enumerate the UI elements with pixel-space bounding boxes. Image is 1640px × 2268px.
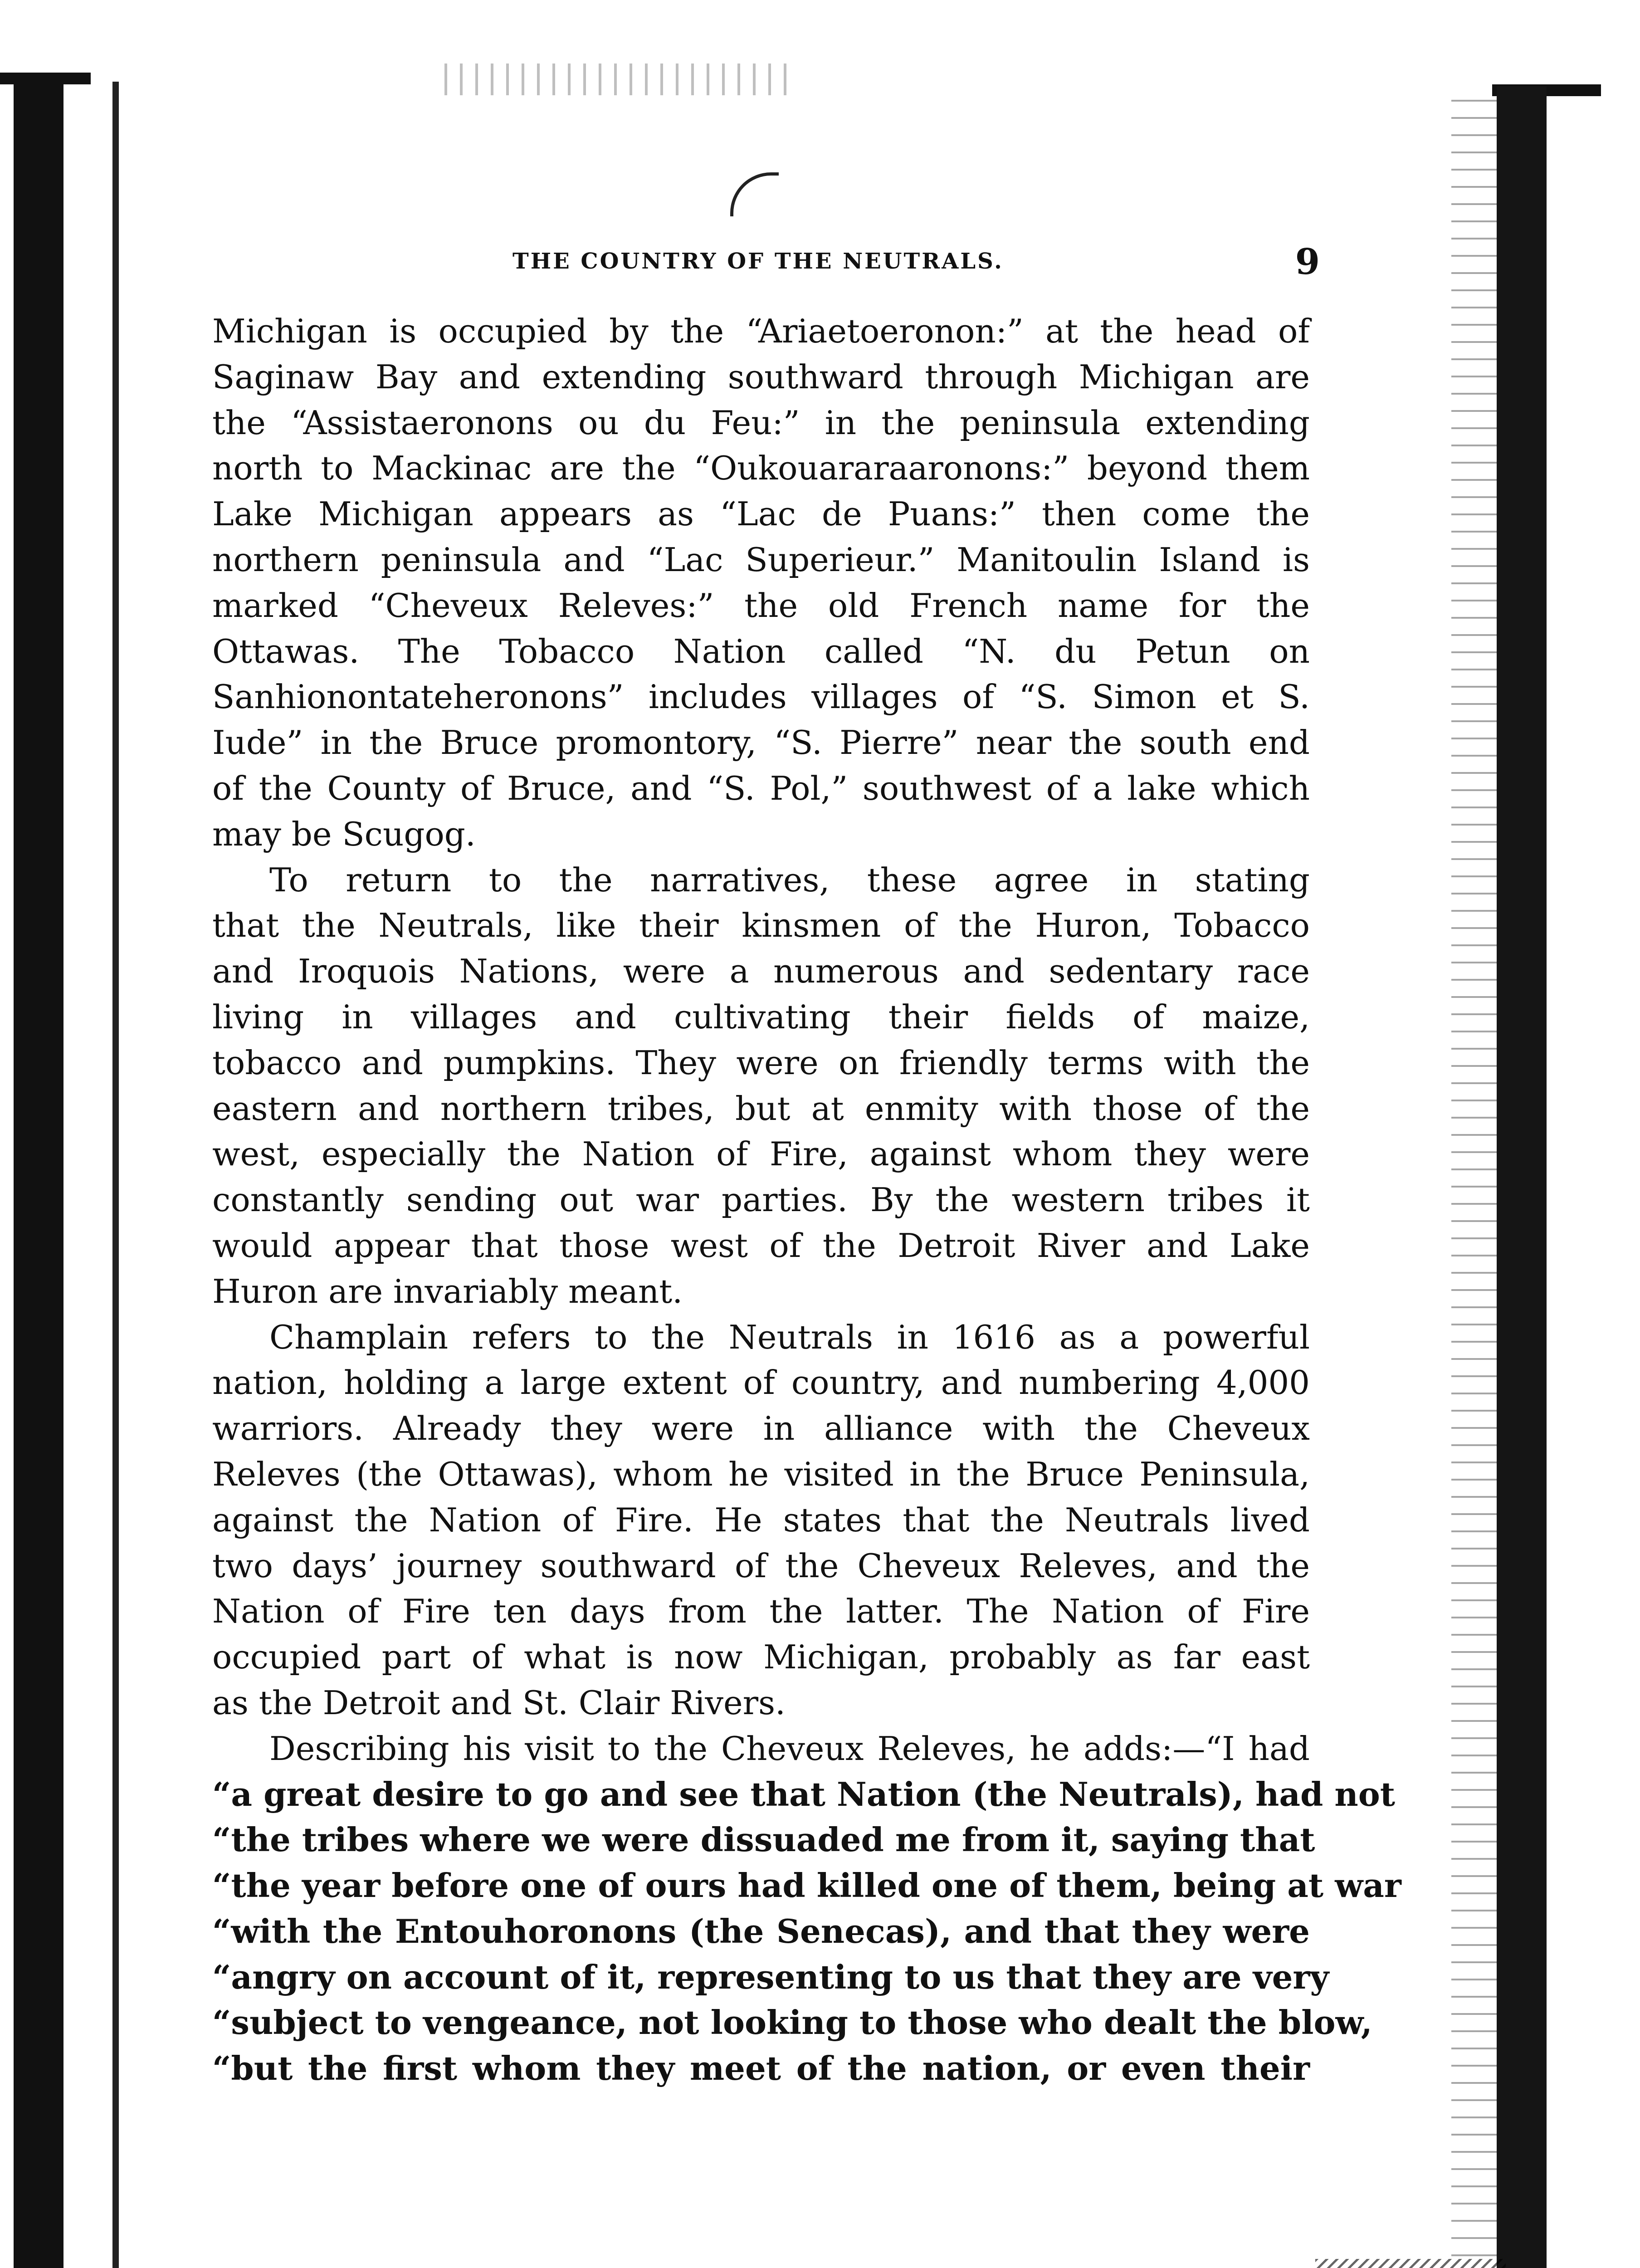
text-line: “the year before one of ours had killed one of them, being at war (212, 1866, 1401, 1905)
pen-mark (730, 172, 779, 216)
text-line: against the Nation of Fire. He states that the Neutrals lived (212, 1501, 1310, 1539)
text-line: constantly sending out war parties. By the western tribes it (212, 1181, 1310, 1219)
text-line: “angry on account of it, representing to us that they are very (212, 1957, 1329, 1996)
text-line: Nation of Fire ten days from the latter. The Nation of Fire (212, 1592, 1310, 1631)
text-line: “a great desire to go and see that Nation (the Neutrals), had not (212, 1774, 1396, 1813)
text-line: Iude” in the Bruce promontory, “S. Pierre” near the south end (212, 723, 1310, 762)
text-line: that the Neutrals, like their kinsmen of the Huron, Tobacco (212, 906, 1310, 945)
text-line: living in villages and cultivating their fields of maize, (212, 997, 1310, 1036)
text-line: and Iroquois Nations, were a numerous and sedentary race (212, 952, 1310, 991)
scan-gutter-line (112, 82, 119, 2268)
text-line: warriors. Already they were in alliance with the Cheveux (212, 1409, 1310, 1448)
scan-border-right (1497, 86, 1547, 2268)
text-line: Champlain refers to the Neutrals in 1616 as a powerful (269, 1318, 1310, 1356)
scan-speckle-right (1451, 100, 1497, 2268)
page-number: 9 (1295, 241, 1320, 283)
text-line: as the Detroit and St. Clair Rivers. (212, 1683, 786, 1722)
text-line: north to Mackinac are the “Oukouararaaronons:” beyond them (212, 449, 1310, 488)
scan-speckle-top (444, 64, 789, 95)
text-line: the “Assistaeronons ou du Feu:” in the peninsula extending (212, 403, 1310, 442)
running-header: THE COUNTRY OF THE NEUTRALS. (512, 249, 1004, 274)
text-line: would appear that those west of the Detroit River and Lake (212, 1226, 1310, 1265)
text-line: Ottawas. The Tobacco Nation called “N. du Petun on (212, 632, 1310, 670)
scan-border-left (14, 73, 63, 2268)
text-line: two days’ journey southward of the Cheveux Releves, and the (212, 1546, 1310, 1585)
text-line: Describing his visit to the Cheveux Releves, he adds:—“I had (269, 1729, 1310, 1768)
text-line: Huron are invariably meant. (212, 1272, 683, 1310)
text-line: of the County of Bruce, and “S. Pol,” southwest of a lake which (212, 769, 1310, 807)
text-line: northern peninsula and “Lac Superieur.” Manitoulin Island is (212, 540, 1310, 579)
text-line: marked “Cheveux Releves:” the old French name for the (212, 586, 1310, 625)
text-line: eastern and northern tribes, but at enmity with those of the (212, 1089, 1310, 1128)
text-line: tobacco and pumpkins. They were on friendly terms with the (212, 1043, 1310, 1082)
scan-speckle-bottom (1315, 2259, 1506, 2268)
text-line: nation, holding a large extent of country, and numbering 4,000 (212, 1364, 1310, 1402)
text-line: Michigan is occupied by the “Ariaetoeronon:” at the head of (212, 312, 1310, 350)
text-line: “subject to vengeance, not looking to those who dealt the blow, (212, 2003, 1372, 2042)
text-line: To return to the narratives, these agree in stating (269, 860, 1310, 899)
text-line: “but the first whom they meet of the nation, or even their (212, 2049, 1310, 2088)
text-line: Saginaw Bay and extending southward through Michigan are (212, 357, 1310, 396)
text-line: Lake Michigan appears as “Lac de Puans:” then come the (212, 495, 1310, 533)
text-line: “with the Entouhoronons (the Senecas), and that they were (212, 1911, 1310, 1950)
body-text (212, 308, 1401, 2092)
text-line: may be Scugog. (212, 815, 476, 853)
text-line: “the tribes where we were dissuaded me from it, saying that (212, 1820, 1315, 1859)
text-line: Releves (the Ottawas), whom he visited in the Bruce Peninsula, (212, 1455, 1310, 1493)
text-line: Sanhionontateheronons” includes villages of “S. Simon et S. (212, 678, 1310, 716)
text-line: west, especially the Nation of Fire, against whom they were (212, 1135, 1310, 1173)
text-line: occupied part of what is now Michigan, probably as far east (212, 1638, 1310, 1677)
